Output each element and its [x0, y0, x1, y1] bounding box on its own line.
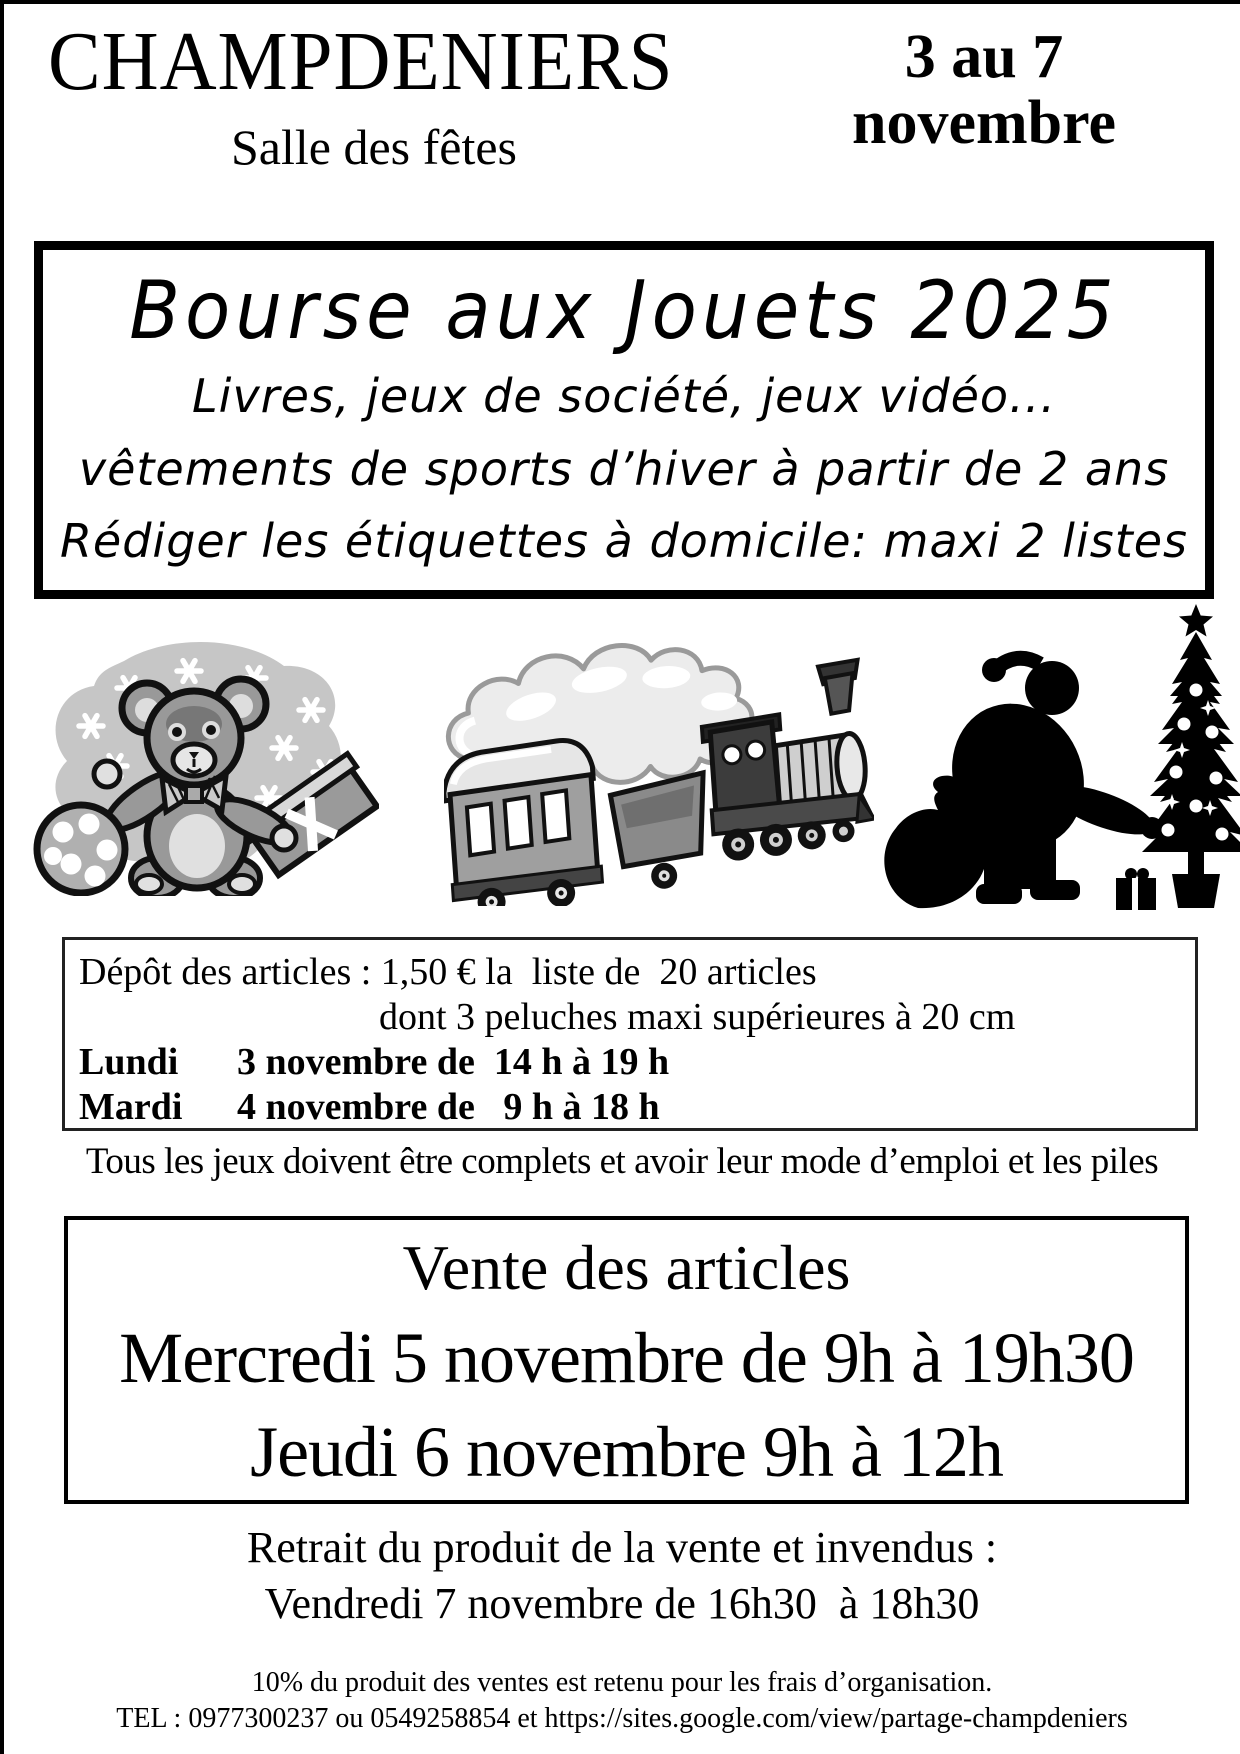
sale-info-box	[64, 1216, 1189, 1504]
deposit-info-box	[62, 937, 1198, 1131]
schedule-day: Mardi	[79, 1086, 183, 1128]
deposit-schedule-row	[79, 1085, 1195, 1130]
city-title: CHAMPDENIERS	[48, 15, 674, 108]
polka-dot-ball	[37, 805, 125, 893]
event-subtitle-2: vêtements de sports d’hiver à partir de 2 ans	[78, 441, 1170, 496]
sale-day-2: Jeudi 6 novembre 9h à 12h	[250, 1412, 1003, 1492]
deposit-price-line: Dépôt des articles : 1,50 € la liste de 20 articles	[79, 951, 817, 993]
venue-subtitle: Salle des fêtes	[230, 119, 517, 175]
schedule-day: Lundi	[79, 1041, 179, 1083]
completeness-notice: Tous les jeux doivent être complets et avoir leur mode d’emploi et les piles	[85, 1141, 1159, 1182]
date-range	[794, 24, 1174, 156]
withdrawal-date: Vendredi 7 novembre de 16h30 à 18h30	[264, 1579, 980, 1628]
deposit-schedule-row	[79, 1040, 1195, 1085]
event-subtitle-3: Rédiger les étiquettes à domicile: maxi 2 listes	[59, 514, 1189, 569]
hopper-wagon	[609, 773, 711, 892]
toy-train-illustration	[444, 616, 874, 906]
date-range-line2: novembre	[851, 89, 1117, 157]
contact-line: TEL : 0977300237 ou 0549258854 et https://sites.google.com/view/partage-champdeniers	[116, 1703, 1128, 1734]
event-title-box	[34, 241, 1214, 599]
passenger-car	[444, 738, 604, 906]
commission-note: 10% du produit des ventes est retenu pour les frais d’organisation.	[251, 1667, 993, 1698]
event-title: Bourse aux Jouets 2025	[129, 264, 1119, 358]
schedule-time: 4 novembre de 9 h à 18 h	[237, 1086, 660, 1128]
event-subtitle-1: Livres, jeux de société, jeux vidéo...	[192, 369, 1056, 424]
schedule-time: 3 novembre de 14 h à 19 h	[237, 1041, 670, 1083]
sale-day-1: Mercredi 5 novembre de 9h à 19h30	[119, 1318, 1134, 1398]
withdrawal-title: Retrait du produit de la vente et invendus :	[246, 1523, 998, 1572]
date-range-line1: 3 au 7	[904, 23, 1064, 91]
teddy-bear-illustration	[29, 626, 379, 896]
deposit-plush-line: dont 3 peluches maxi supérieures à 20 cm	[379, 996, 1016, 1038]
christmas-tree	[1142, 604, 1240, 908]
gift-under-tree	[1116, 868, 1156, 910]
sale-title: Vente des articles	[402, 1232, 851, 1303]
santa-and-tree-illustration	[866, 596, 1240, 916]
